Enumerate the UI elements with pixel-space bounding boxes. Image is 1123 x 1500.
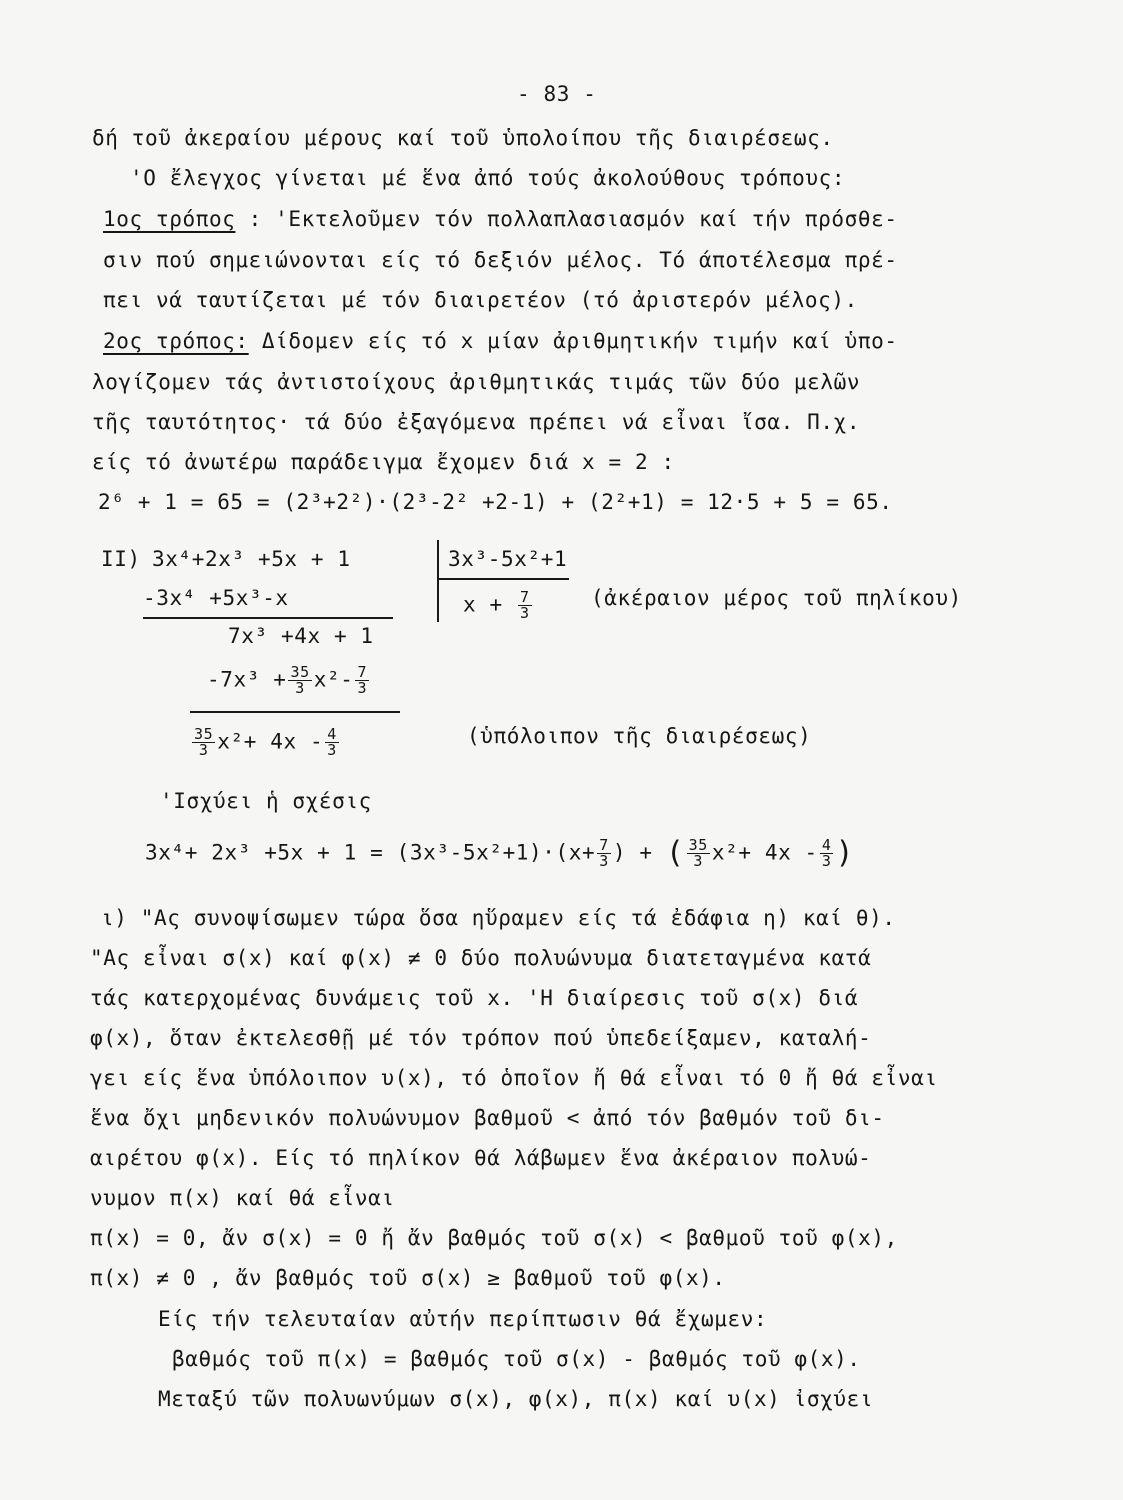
condition-pi-nonzero: π(x) ≠ 0 , ἄν βαθμός τοῦ σ(x) ≥ βαθμοῦ τοῦ φ(x).	[90, 1266, 726, 1290]
subtraction-row-1: -3x⁴ +5x³-x	[143, 586, 289, 610]
division-vertical-rule	[437, 540, 439, 622]
division-rule-1	[143, 617, 393, 619]
para-i-line-2: "Ας εἶναι σ(x) καί φ(x) ≠ 0 δύο πολυώνυμα διατεταγμένα κατά	[90, 946, 872, 970]
quotient-fraction: $\frac{7}{3}$	[519, 588, 530, 622]
sub2-fraction-1: $\frac{35}{3}$	[290, 663, 310, 697]
remainder-terms: x²+ 4x -	[217, 729, 324, 754]
para-i-line-1: ι) "Ας συνοψίσωμεν τώρα ὅσα ηὕραμεν είς τά ἐδάφια η) καί θ).	[101, 906, 896, 930]
degree-equation: βαθμός τοῦ π(x) = βαθμός τοῦ σ(x) - βαθμός τοῦ φ(x).	[172, 1347, 861, 1371]
sub2-term-a: -7x³ +	[207, 667, 287, 692]
para-i-line-13: Μεταξύ τῶν πολυωνύμων σ(x), φ(x), π(x) καί υ(x) ἰσχύει	[158, 1387, 874, 1411]
para-i-line-4: φ(x), ὅταν ἐκτελεσθῇ μέ τόν τρόπον πού ὑπεδείξαμεν, καταλή-	[90, 1026, 872, 1050]
remainder-fraction-2: $\frac{4}{3}$	[327, 725, 337, 759]
relation-quotient-close: )	[612, 840, 627, 865]
text-line-6	[103, 327, 898, 355]
remainder-row-1: 7x³ +4x + 1	[228, 624, 374, 648]
text-line-8: τῆς ταυτότητος· τά δύο ἐξαγόμενα πρέπει νά εἶναι ἴσα. Π.χ.	[92, 410, 861, 434]
method-2-heading: 2ος τρόπος:	[103, 329, 249, 353]
relation-remainder-fraction-1: $\frac{35}{3}$	[688, 836, 708, 870]
para-i-line-6: ἕνα ὄχι μηδενικόν πολυώνυμον βαθμοῦ < ἀπό τόν βαθμόν τοῦ δι-	[90, 1106, 885, 1130]
numeric-check-equation: 2⁶ + 1 = 65 = (2³+2²)·(2³-2² +2-1) + (2²+1) = 12·5 + 5 = 65.	[98, 490, 893, 514]
para-i-line-11: Είς τήν τελευταίαν αὐτήν περίπτωσιν θά ἔχωμεν:	[158, 1307, 768, 1331]
remainder-fraction-1: $\frac{35}{3}$	[194, 725, 214, 759]
method-2-text: Δίδομεν είς τό x μίαν ἀριθμητικήν τιμήν καί ὑπο-	[248, 329, 898, 353]
relation-remainder-terms: x²+ 4x -	[711, 840, 818, 865]
relation-intro: 'Ισχύει ἡ σχέσις	[160, 789, 372, 813]
remainder-note: (ὑπόλοιπον τῆς διαιρέσεως)	[467, 724, 812, 748]
sub2-fraction-2: $\frac{7}{3}$	[357, 663, 368, 697]
text-line-2: 'Ο ἔλεγχος γίνεται μέ ἕνα ἀπό τούς ἀκολούθους τρόπους:	[130, 166, 846, 190]
quotient	[463, 590, 534, 621]
open-paren: (	[665, 835, 685, 871]
text-line-4: σιν πού σημειώνονται είς τό δεξιόν μέλος. Τό άποτέλεσμα πρέ-	[103, 248, 898, 272]
condition-pi-zero: π(x) = 0, ἄν σ(x) = 0 ἤ ἄν βαθμός τοῦ σ(x) < βαθμοῦ τοῦ φ(x),	[90, 1226, 898, 1250]
text-line-3	[103, 205, 898, 233]
relation-plus: +	[639, 840, 653, 865]
para-i-line-5: γει είς ἕνα ὑπόλοιπον υ(x), τό ὁποῖον ἤ θά εἶναι τό 0 ἤ θά εἶναι	[90, 1066, 938, 1090]
remainder-row-2	[190, 727, 341, 758]
division-label: II)	[101, 547, 141, 571]
relation-remainder-fraction-2: $\frac{4}{3}$	[821, 836, 832, 870]
text-line-1: δή τοῦ ἀκεραίου μέρους καί τοῦ ὑπολοίπου τῆς διαιρέσεως.	[92, 126, 834, 150]
division-rule-2	[190, 711, 400, 713]
quotient-note: (ἀκέραιον μέρος τοῦ πηλίκου)	[591, 586, 962, 610]
relation-quotient-fraction: $\frac{7}{3}$	[599, 836, 609, 870]
para-i-line-8: νυμον π(x) καί θά εἶναι	[90, 1186, 395, 1210]
relation-lhs: 3x⁴+ 2x³ +5x + 1 = (3x³-5x²+1)·	[145, 840, 556, 865]
page-number: - 83 -	[517, 82, 597, 106]
divisor: 3x³-5x²+1	[448, 547, 568, 571]
relation-equation	[145, 835, 855, 871]
text-line-9: είς τό ἀνωτέρω παράδειγμα ἔχομεν διά x = 2 :	[92, 450, 675, 474]
subtraction-row-2	[207, 665, 371, 696]
relation-quotient-open: (x+	[555, 840, 596, 865]
sub2-term-b: x²-	[313, 667, 354, 692]
dividend: 3x⁴+2x³ +5x + 1	[152, 547, 351, 571]
method-1-heading: 1ος τρόπος	[103, 207, 236, 231]
text-line-7: λογίζομεν τάς ἀντιστοίχους ἀριθμητικάς τιμάς τῶν δύο μελῶν	[92, 370, 861, 394]
divisor-rule	[437, 578, 569, 580]
quotient-prefix: x +	[463, 592, 503, 617]
para-i-line-7: αιρέτου φ(x). Είς τό πηλίκον θά λάβωμεν ἕνα ἀκέραιον πολυώ-	[90, 1146, 872, 1170]
text-line-5: πει νά ταυτίζεται μέ τόν διαιρετέον (τό ἀριστερόν μέλος).	[103, 288, 858, 312]
para-i-line-3: τάς κατερχομένας δυνάμεις τοῦ x. 'Η διαίρεσις τοῦ σ(x) διά	[90, 986, 859, 1010]
close-paren: )	[835, 835, 855, 871]
method-1-text: : 'Εκτελοῦμεν τόν πολλαπλασιασμόν καί τήν πρόσθε-	[235, 207, 898, 231]
